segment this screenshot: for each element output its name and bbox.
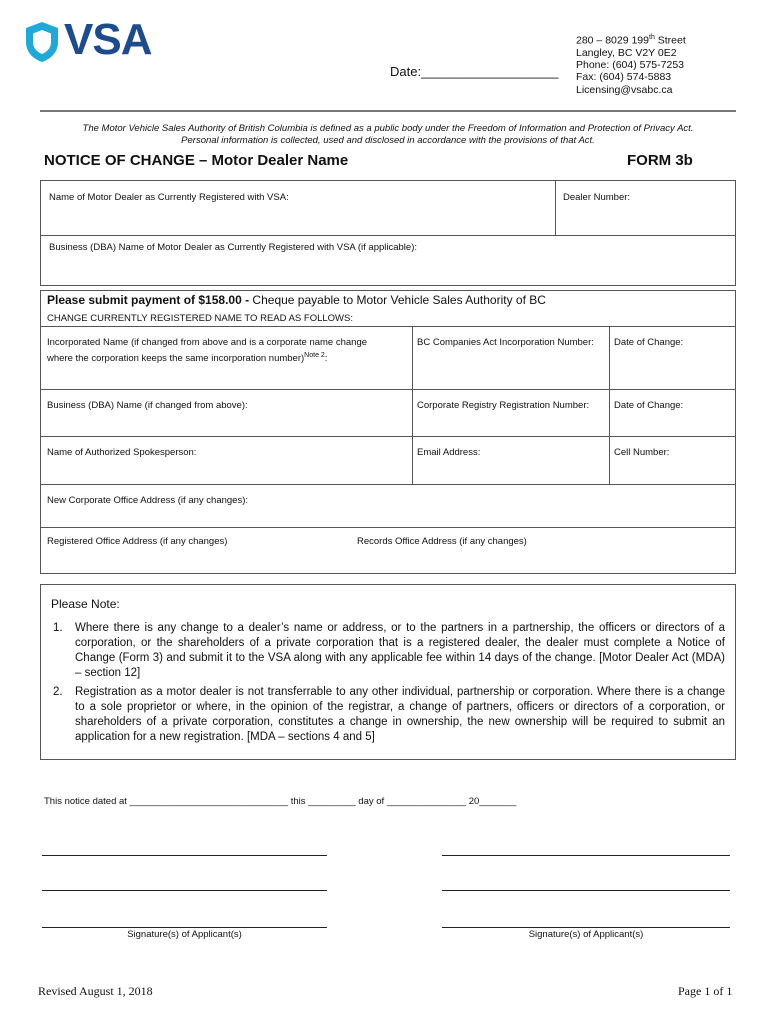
page-number: Page 1 of 1 (678, 984, 733, 998)
dba-field[interactable] (43, 255, 733, 283)
bc-incorporation-label: BC Companies Act Incorporation Number: (417, 337, 594, 348)
logo-wordmark: VSA (64, 15, 152, 64)
header-divider (40, 110, 736, 112)
signature-line-right-1[interactable] (442, 855, 730, 856)
current-registration-section (40, 180, 736, 286)
change-heading: CHANGE CURRENTLY REGISTERED NAME TO READ AS FOLLOWS: (47, 313, 353, 324)
revision-date: Revised August 1, 2018 (38, 984, 153, 998)
privacy-line-1: The Motor Vehicle Sales Authority of British Columbia is defined as a public body under the Freedom of Information and Protection of Privacy Act. (82, 123, 694, 134)
note-title: Please Note: (51, 597, 120, 611)
payment-instruction: Please submit payment of $158.00 - Cheque payable to Motor Vehicle Sales Authority of BC (47, 293, 546, 307)
dba-label: Business (DBA) Name of Motor Dealer as Currently Registered with VSA (if applicable): (49, 242, 418, 253)
spokesperson-label: Name of Authorized Spokesperson: (47, 447, 197, 458)
page-title: NOTICE OF CHANGE – Motor Dealer Name (44, 152, 349, 169)
date-of-change-label-1: Date of Change: (614, 337, 684, 348)
vsa-address (576, 32, 686, 96)
signature-line-left-2[interactable] (42, 890, 327, 891)
address-phone: Phone: (604) 575-7253 (576, 59, 684, 72)
business-dba-label: Business (DBA) Name (if changed from above): (47, 400, 248, 411)
registered-office-label: Registered Office Address (if any changes) (47, 536, 228, 547)
signature-line-left-3[interactable] (42, 927, 327, 928)
note-item-2: 2. Registration as a motor dealer is not transferrable to any other individual, partnership or corporation. Where there is a change to a sole proprietor or where, in the opinion of the registrar, a change of partners, officers or directors of a corporation, or shareholders of a private corporation, constitutes a change in ownership, the new ownership will be required to submit an application for a new registration. [MDA – sections 4 and 5] (53, 686, 725, 743)
signature-line-left-1[interactable] (42, 855, 327, 856)
address-fax: Fax: (604) 574-5883 (576, 71, 672, 84)
please-note-box (40, 584, 736, 760)
notice-dated-line[interactable]: This notice dated at ______________________________ this _________ day of _______________ 20_______ (44, 796, 517, 807)
date-of-change-label-2: Date of Change: (614, 400, 684, 411)
current-name-field[interactable] (43, 203, 551, 233)
privacy-line-2: Personal information is collected, used and disclosed in accordance with the provisions of that Act. (181, 134, 595, 146)
address-email: Licensing@vsabc.ca (576, 83, 673, 96)
vsa-logo (24, 15, 184, 64)
signature-label-left: Signature(s) of Applicant(s) (127, 929, 242, 940)
dealer-number-field[interactable] (559, 203, 733, 233)
cell-number-label: Cell Number: (614, 447, 670, 458)
privacy-notice (40, 123, 736, 146)
shield-icon (24, 20, 60, 64)
note-item-1: 1. Where there is any change to a dealer’s name or address, or to the partners in a partnership, the officers or directors of a corporation, or the shareholders of a private corporation that is a registered dealer, the dealer must complete a Notice of Change (Form 3) and submit it to the VSA along with any applicable fee within 14 days of the change. [Motor Dealer Act (MDA) – section 12] (53, 622, 725, 679)
new-office-address-label: New Corporate Office Address (if any changes): (47, 495, 249, 506)
address-city: Langley, BC V2Y 0E2 (576, 46, 677, 59)
signature-line-right-3[interactable] (442, 927, 730, 928)
email-label: Email Address: (417, 447, 481, 458)
date-field-label[interactable]: Date:___________________ (390, 64, 559, 79)
address-street: 280 – 8029 199th Street (576, 34, 686, 47)
corporate-registry-label: Corporate Registry Registration Number: (417, 400, 590, 411)
incorporated-name-label: Incorporated Name (if changed from above and is a corporate name change where the corporation keeps the same incorporation number)$^{Note 2}$: (47, 337, 368, 365)
records-office-label: Records Office Address (if any changes) (357, 536, 527, 547)
signature-line-right-2[interactable] (442, 890, 730, 891)
name-change-section (40, 290, 736, 574)
signature-label-right: Signature(s) of Applicant(s) (528, 929, 644, 940)
form-number: FORM 3b (627, 152, 693, 169)
current-name-label: Name of Motor Dealer as Currently Registered with VSA: (49, 192, 289, 203)
dealer-number-label: Dealer Number: (563, 192, 631, 203)
